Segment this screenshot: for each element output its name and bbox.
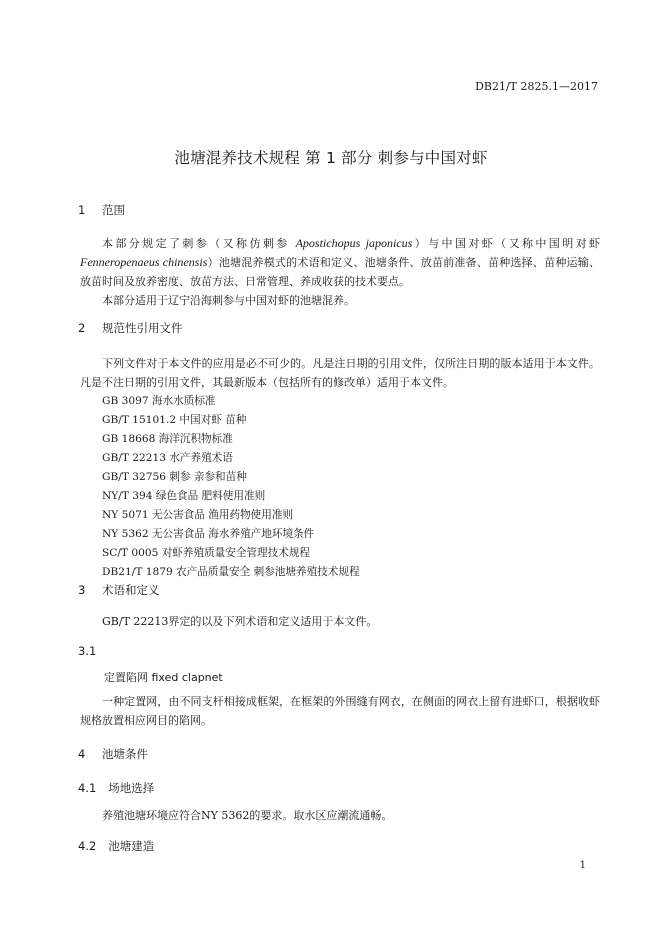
site-selection-text: 养殖池塘环境应符合NY 5362的要求。取水区应潮流通畅。: [102, 809, 393, 822]
site-selection-body: [80, 806, 600, 825]
list-item: DB21/T 1879 农产品质量安全 刺参池塘养殖技术规程: [102, 566, 360, 578]
section-3-intro: [80, 612, 600, 631]
subsection-title: 池塘建造: [108, 839, 155, 853]
standard-code: DB21/T 2825.1—2017: [475, 80, 598, 93]
scope-text-a: 本部分规定了刺参（又称仿刺参: [102, 237, 296, 250]
section-number: 1: [78, 203, 86, 217]
section-title: 池塘条件: [102, 747, 148, 761]
list-item: NY 5362 无公害食品 海水养殖产地环境条件: [102, 528, 315, 540]
scope-text-b: ）与中国对虾（又称中国明对虾: [412, 237, 601, 250]
latin-name-shrimp: Fenneropenaeus chinensis: [80, 255, 208, 269]
document-title: 池塘混养技术规程 第 1 部分 刺参与中国对虾: [174, 149, 488, 167]
references-intro: 下列文件对于本文件的应用是必不可少的。凡是注日期的引用文件，仅所注日期的版本适用于本文件。凡是不注日期的引用文件，其最新版本（包括所有的修改单）适用于本文件。: [80, 357, 600, 389]
section-number: 2: [78, 321, 86, 335]
subsection-number: 4.1: [78, 781, 97, 795]
section-1-body: [80, 234, 600, 310]
term-name: 定置陷网 fixed clapnet: [104, 671, 223, 684]
subsection-number: 4.2: [78, 839, 97, 853]
section-number: 3: [78, 583, 86, 597]
section-title: 范围: [102, 203, 125, 217]
scope-text-c: ）池塘混养模式的术语和定义、池塘条件、放苗前准备、苗种选择、苗种运输、放苗时间及放养密度、放苗方法、日常管理、养成收获的技术要点。: [80, 256, 600, 288]
subsection-4-1-heading: [78, 780, 154, 796]
reference-list: [102, 392, 360, 582]
list-item: GB 3097 海水水质标准: [102, 395, 216, 407]
section-number: 4: [78, 747, 86, 761]
section-3-heading: [78, 582, 160, 598]
section-2-intro: [80, 354, 600, 392]
scope-paragraph: [80, 234, 600, 291]
page-number: 1: [579, 860, 586, 871]
latin-name-sea-cucumber: Apostichopus japonicus: [295, 236, 413, 250]
list-item: NY/T 394 绿色食品 肥料使用准则: [102, 490, 266, 502]
subsection-4-2-heading: [78, 838, 154, 854]
terms-intro: GB/T 22213界定的以及下列术语和定义适用于本文件。: [102, 615, 378, 628]
applicability-paragraph: 本部分适用于辽宁沿海刺参与中国对虾的池塘混养。: [102, 294, 355, 307]
subsection-3-1-number: 3.1: [78, 644, 97, 658]
term-definition: 一种定置网，由不同支杆相接成框架，在框架的外围缝有网衣，在侧面的网衣上留有进虾口，根据收虾规格放置相应网目的陷网。: [80, 695, 600, 727]
subsection-title: 场地选择: [108, 781, 155, 795]
list-item: GB/T 32756 刺参 亲参和苗种: [102, 471, 247, 483]
section-title: 规范性引用文件: [102, 321, 183, 335]
list-item: NY 5071 无公害食品 渔用药物使用准则: [102, 509, 294, 521]
list-item: SC/T 0005 对虾养殖质量安全管理技术规程: [102, 547, 311, 559]
term-definition-block: [80, 692, 600, 730]
list-item: GB/T 15101.2 中国对虾 苗种: [102, 414, 247, 426]
list-item: GB 18668 海洋沉积物标准: [102, 433, 233, 445]
section-2-heading: [78, 320, 183, 336]
section-1-heading: [78, 202, 125, 218]
list-item: GB/T 22213 水产养殖术语: [102, 452, 233, 464]
section-4-heading: [78, 746, 148, 762]
section-title: 术语和定义: [102, 583, 160, 597]
